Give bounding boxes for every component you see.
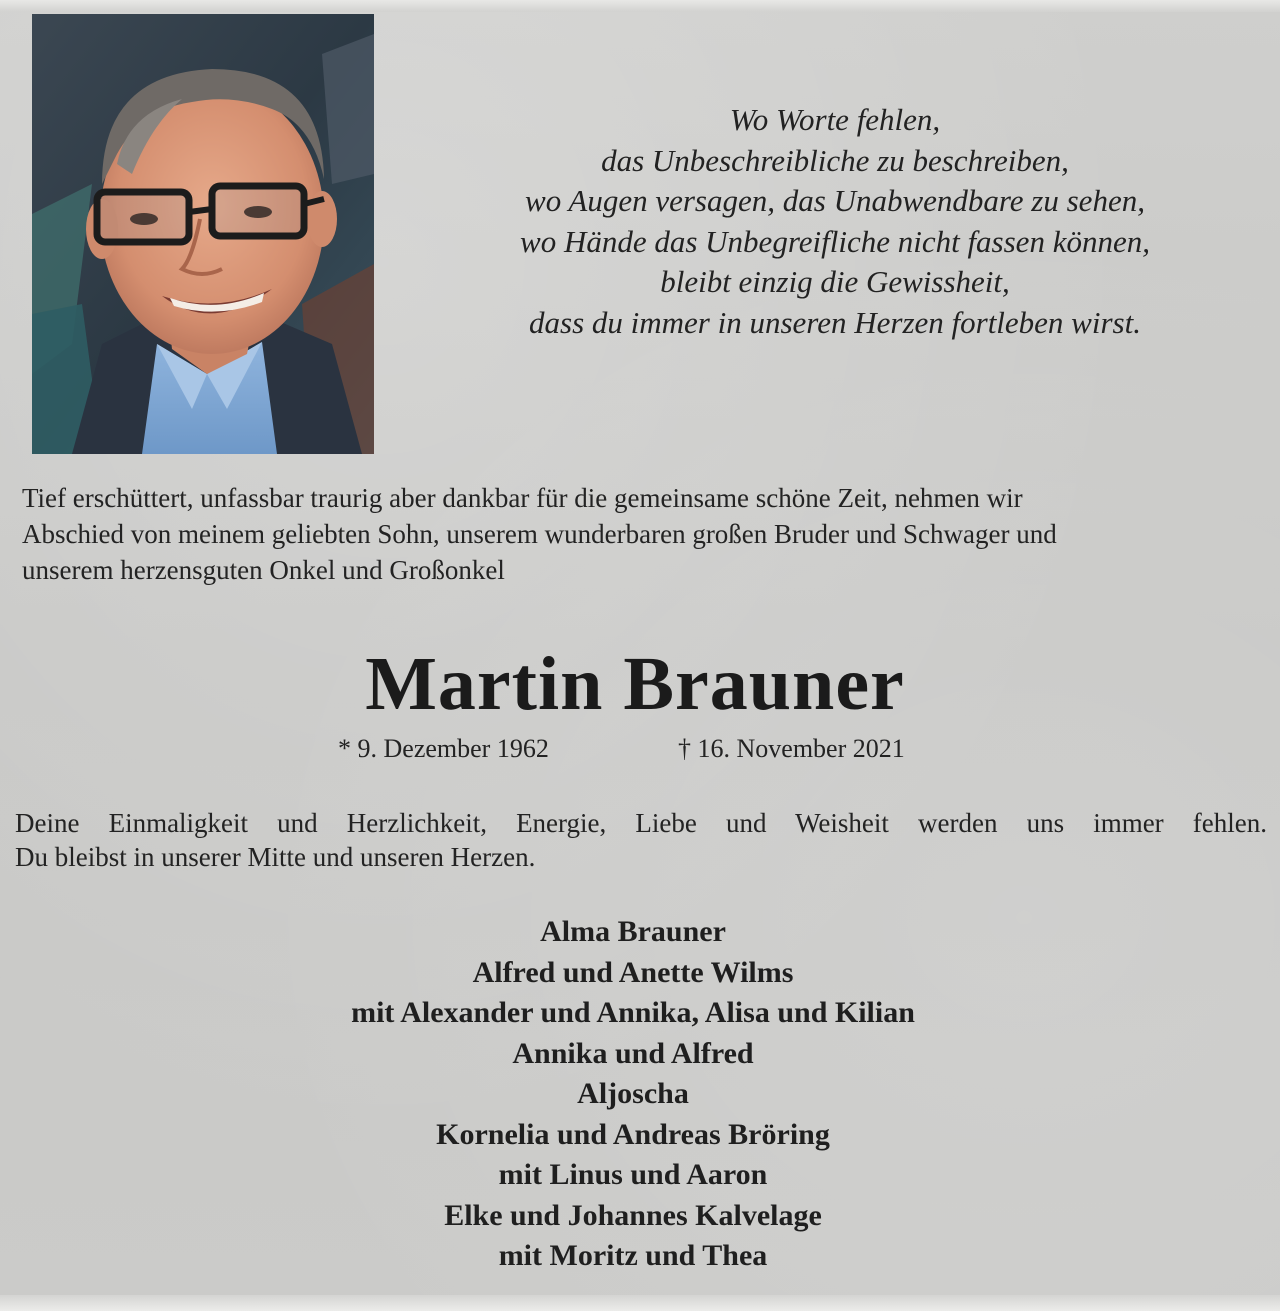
paper-edge-bottom [0,1295,1280,1311]
portrait-photo [32,14,374,454]
mourner-line: mit Alexander und Annika, Alisa und Kilian [351,996,915,1029]
death-date: † 16. November 2021 [678,734,905,763]
memorial-poem [400,100,1270,343]
mourner-line: mit Linus und Aaron [498,1158,768,1191]
paper-edge-top [0,0,1280,12]
intro-line: Tief erschüttert, unfassbar traurig aber dankbar für die gemeinsame schöne Zeit, nehmen wir [22,483,1023,513]
intro-paragraph [22,480,1262,588]
mourner-line: Alma Brauner [540,915,726,948]
poem-line: wo Hände das Unbegreifliche nicht fassen können, [520,223,1150,259]
intro-line: Abschied von meinem geliebten Sohn, unserem wunderbaren großen Bruder und Schwager und [22,519,1057,549]
poem-line: Wo Worte fehlen, [729,102,941,137]
poem-line: dass du immer in unseren Herzen fortleben wirst. [529,304,1141,340]
closing-paragraph [15,806,1267,874]
birth-date: * 9. Dezember 1962 [338,734,549,763]
intro-line: unserem herzensguten Onkel und Großonkel [22,555,505,585]
poem-line: wo Augen versagen, das Unabwendbare zu sehen, [525,183,1145,218]
mourner-line: Aljoscha [577,1077,689,1110]
mourner-line: Kornelia und Andreas Bröring [436,1117,830,1151]
poem-line: bleibt einzig die Gewissheit, [660,264,1010,299]
mourner-line: mit Moritz und Thea [498,1239,768,1272]
poem-line: das Unbeschreibliche zu beschreiben, [601,142,1069,178]
deceased-name: Martin Brauner [365,642,905,726]
mourners-list [0,912,1266,1277]
mourner-line: Alfred und Anette Wilms [472,955,794,989]
closing-line: Du bleibst in unserer Mitte und unseren Herzen. [15,842,536,872]
closing-line: Deine Einmaligkeit und Herzlichkeit, Energie, Liebe und Weisheit werden uns immer fehlen. [15,808,1267,838]
mourner-line: Elke und Johannes Kalvelage [444,1198,822,1232]
mourner-line: Annika und Alfred [512,1036,754,1070]
